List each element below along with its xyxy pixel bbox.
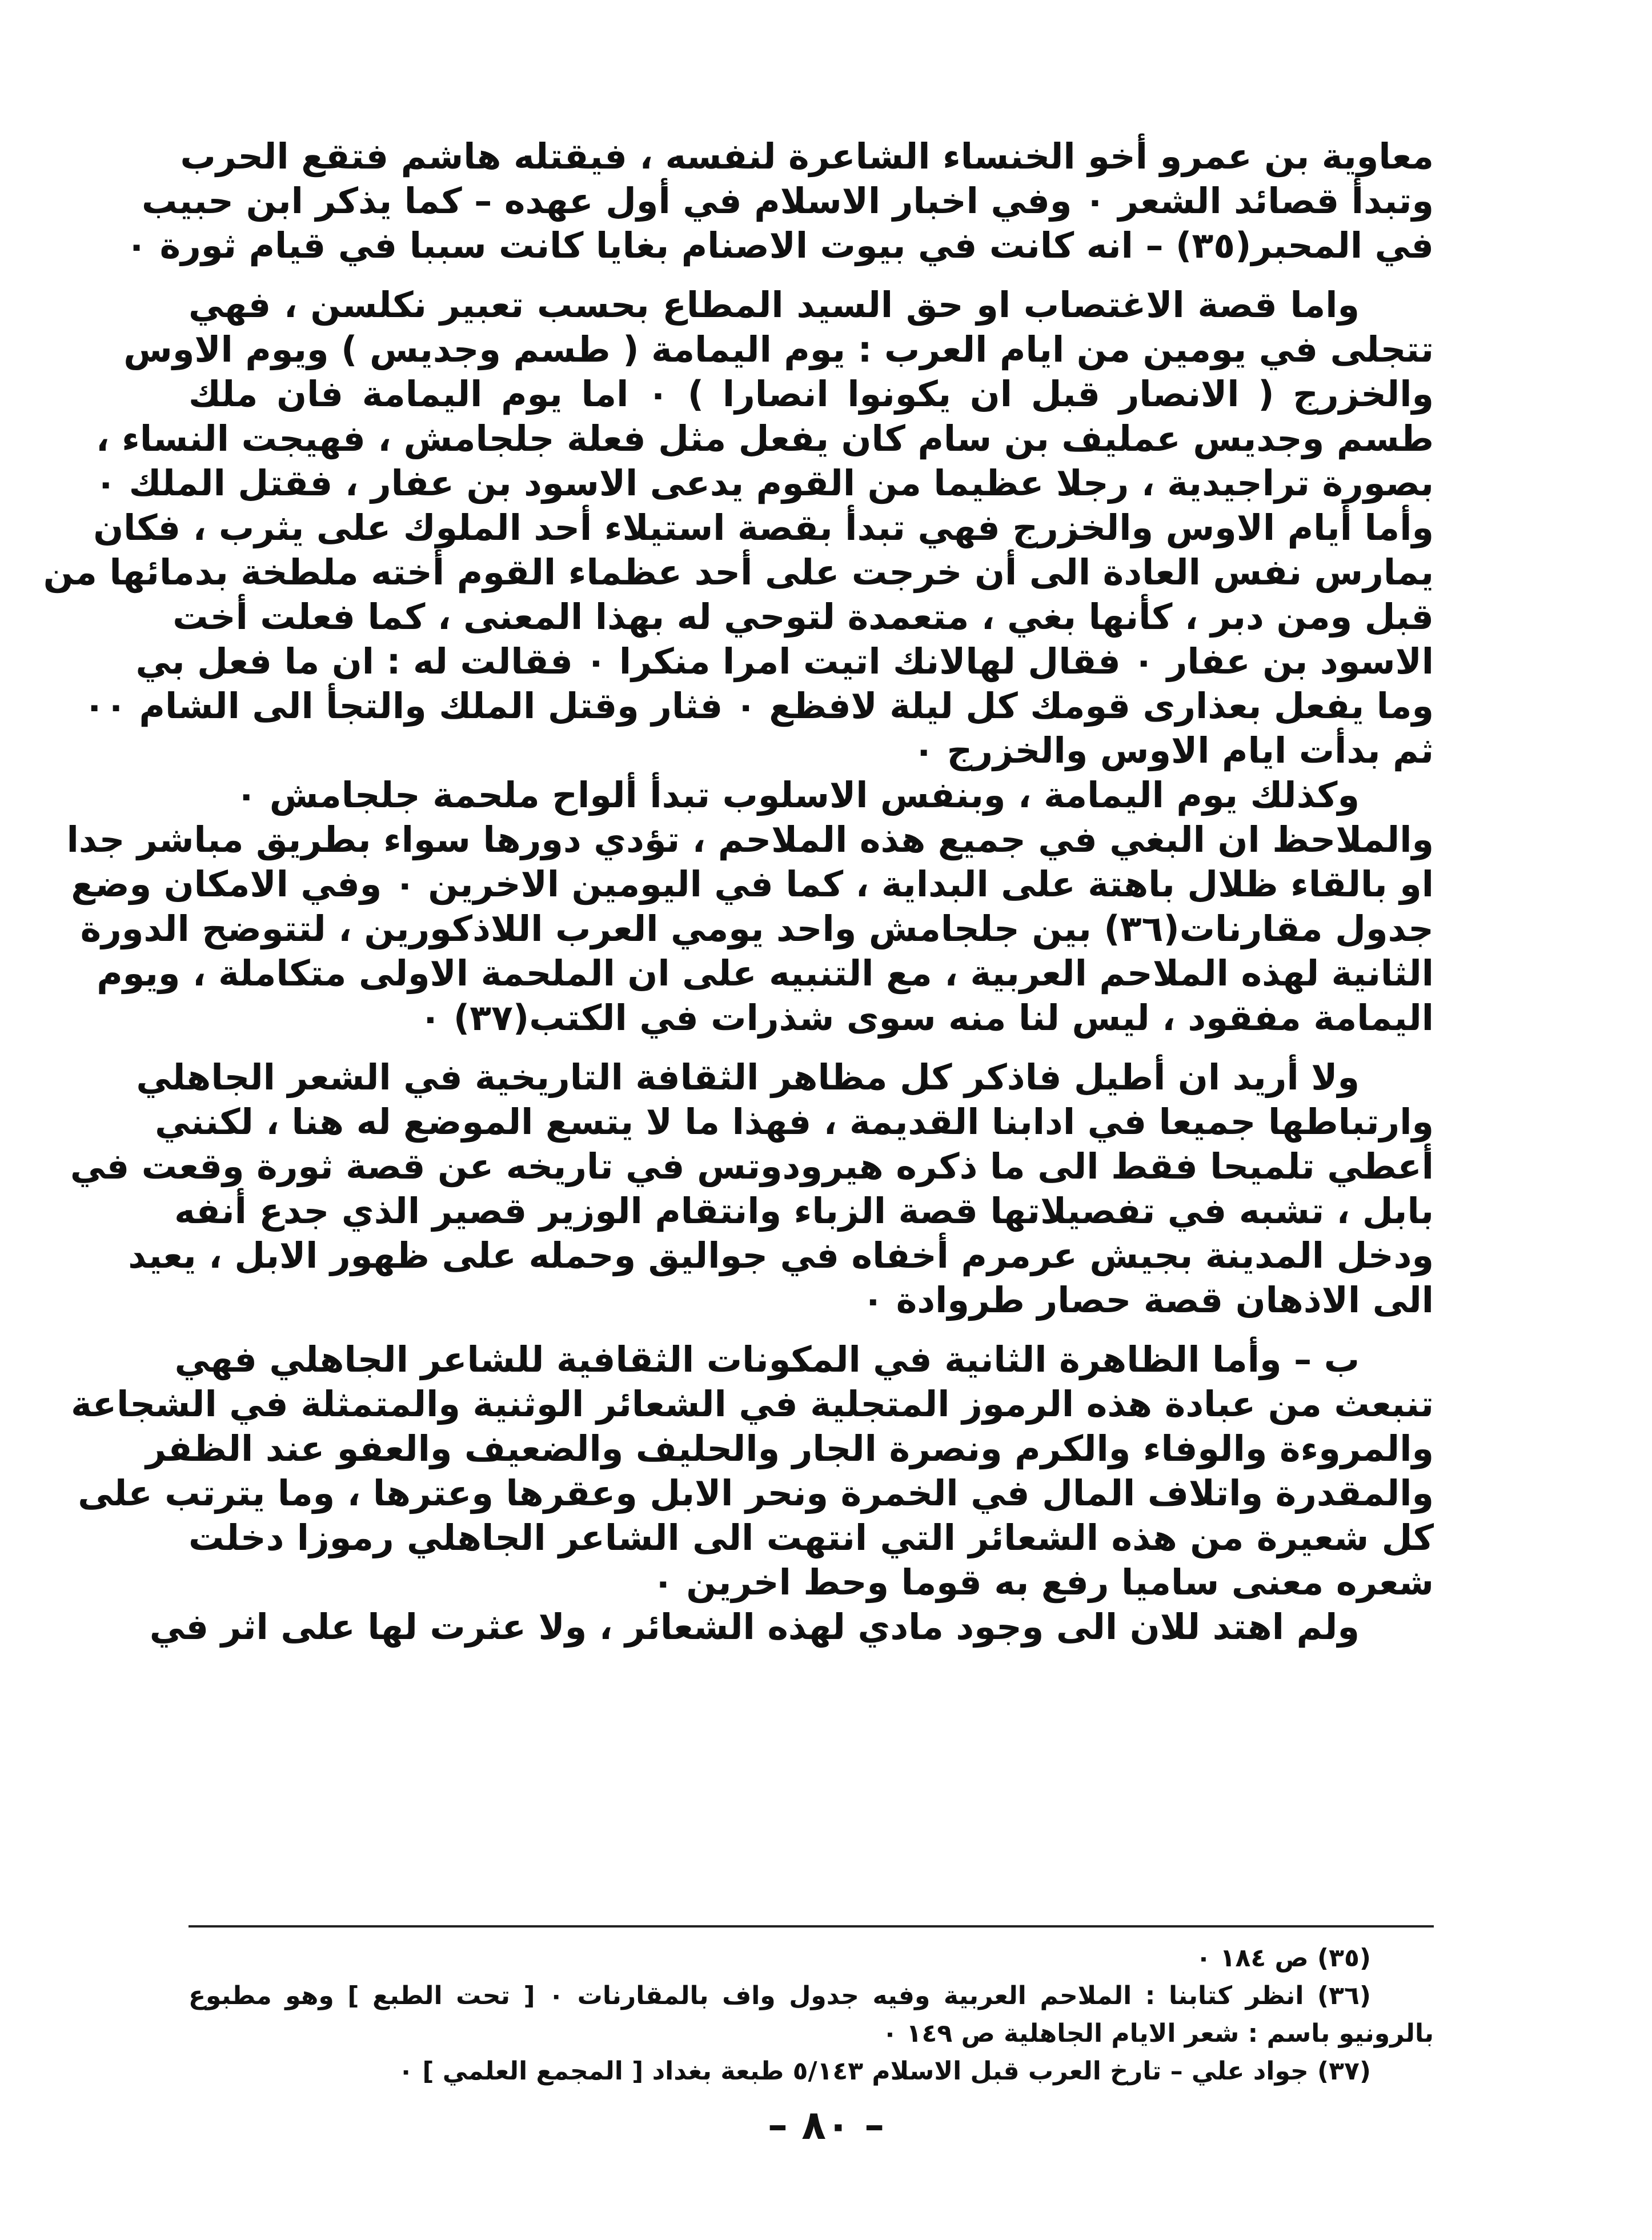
text-line: قبل ومن دبر ، كأنها بغي ، متعمدة لتوحي له بهذا المعنى ، كما فعلت أخت <box>173 596 1434 638</box>
text-line: أعطي تلميحا فقط الى ما ذكره هيرودوتس في تاريخه عن قصة ثورة وقعت في <box>70 1145 1434 1187</box>
text-line: وارتباطها جميعا في ادابنا القديمة ، فهذا ما لا يتسع الموضع له هنا ، لكنني <box>155 1101 1434 1143</box>
text-line: كل شعيرة من هذه الشعائر التي انتهت الى الشاعر الجاهلي رموزا دخلت <box>189 1517 1434 1558</box>
text-line: الاسود بن عفار ٠ فقال لهالانك اتيت امرا منكرا ٠ فقالت له : ان ما فعل بي <box>135 640 1434 682</box>
paragraph-3 <box>66 773 1434 1040</box>
paragraph-4 <box>70 1055 1434 1323</box>
text-line: بصورة تراجيدية ، رجلا عظيما من القوم يدعى الاسود بن عفار ، فقتل الملك ٠ <box>95 462 1434 504</box>
page-number: – ٨٠ – <box>767 2102 885 2149</box>
footnote-36: (٣٦) انظر كتابنا : الملاحم العربية وفيه جدول واف بالمقارنات ٠ [ تحت الطبع ] وهو مطبوع <box>189 1981 1371 2010</box>
paragraph-2 <box>43 283 1434 773</box>
text-line: بابل ، تشبه في تفصيلاتها قصة الزباء وانتقام الوزير قصير الذي جدع أنفه <box>174 1190 1434 1232</box>
text-line: ولم اهتد للان الى وجود مادي لهذه الشعائر ، ولا عثرت لها على اثر في <box>149 1606 1360 1648</box>
text-line: الثانية لهذه الملاحم العربية ، مع التنبيه على ان الملحمة الاولى متكاملة ، ويوم <box>97 952 1434 994</box>
text-line: ولا أريد ان أطيل فاذكر كل مظاهر الثقافة التاريخية في الشعر الجاهلي <box>136 1056 1360 1098</box>
text-line: ثم بدأت ايام الاوس والخزرج ٠ <box>913 730 1434 771</box>
body-text <box>43 134 1434 1649</box>
text-line: تتجلى في يومين من ايام العرب : يوم اليمامة ( طسم وجديس ) ويوم الاوس <box>123 328 1434 370</box>
text-line: شعره معنى ساميا رفع به قوما وحط اخرين ٠ <box>652 1561 1434 1603</box>
text-line: والمقدرة واتلاف المال في الخمرة ونحر الابل وعقرها وعترها ، وما يترتب على <box>78 1472 1434 1514</box>
footnote-divider <box>189 1925 1434 1928</box>
text-line: في المحبر(٣٥) – انه كانت في بيوت الاصنام بغايا كانت سببا في قيام ثورة ٠ <box>126 225 1434 266</box>
text-line: تنبعث من عبادة هذه الرموز المتجلية في الشعائر الوثنية والمتمثلة في الشجاعة <box>71 1383 1434 1425</box>
footnote-35: (٣٥) ص ١٨٤ ٠ <box>1196 1944 1371 1973</box>
text-line: وما يفعل بعذارى قومك كل ليلة لافظع ٠ فثار وقتل الملك والتجأ الى الشام ٠٠ <box>83 685 1434 727</box>
paragraph-5 <box>71 1337 1434 1605</box>
text-line: معاوية بن عمرو أخو الخنساء الشاعرة لنفسه ، فيقتله هاشم فتقع الحرب <box>180 135 1434 177</box>
footnote-36-continued: بالرونيو باسم : شعر الايام الجاهلية ص ١٤٩ ٠ <box>882 2019 1434 2048</box>
paragraph-1 <box>126 134 1434 268</box>
text-line: وأما أيام الاوس والخزرج فهي تبدأ بقصة استيلاء أحد الملوك على يثرب ، فكان <box>93 507 1434 548</box>
text-line: اليمامة مفقود ، ليس لنا منه سوى شذرات في الكتب(٣٧) ٠ <box>419 997 1434 1039</box>
text-line: يمارس نفس العادة الى أن خرجت على أحد عظماء القوم أخته ملطخة بدمائها من <box>43 551 1434 593</box>
text-line: ودخل المدينة بجيش عرمرم أخفاه في جواليق وحمله على ظهور الابل ، يعيد <box>128 1235 1434 1276</box>
text-line: او بالقاء ظلال باهتة على البداية ، كما في اليومين الاخرين ٠ وفي الامكان وضع <box>71 863 1434 905</box>
text-line: وكذلك يوم اليمامة ، وبنفس الاسلوب تبدأ ألواح ملحمة جلجامش ٠ <box>235 774 1360 816</box>
text-line: واما قصة الاغتصاب او حق السيد المطاع بحسب تعبير نكلسن ، فهي <box>189 284 1360 326</box>
paragraph-6 <box>149 1605 1434 1649</box>
text-line: والمروءة والوفاء والكرم ونصرة الجار والحليف والضعيف والعفو عند الظفر <box>146 1428 1434 1469</box>
footnotes <box>189 1940 1434 2090</box>
text-line: والخزرج ( الانصار قبل ان يكونوا انصارا ) ٠ اما يوم اليمامة فان ملك <box>189 373 1434 415</box>
text-line: والملاحظ ان البغي في جميع هذه الملاحم ، تؤدي دورها سواء بطريق مباشر جدا <box>66 819 1434 860</box>
text-line: وتبدأ قصائد الشعر ٠ وفي اخبار الاسلام في أول عهده – كما يذكر ابن حبيب <box>142 180 1434 222</box>
footnote-37: (٣٧) جواد علي – تارخ العرب قبل الاسلام ٥/١٤٣ طبعة بغداد [ المجمع العلمي ] ٠ <box>398 2057 1371 2086</box>
text-line: الى الاذهان قصة حصار طروادة ٠ <box>862 1279 1434 1321</box>
text-line: جدول مقارنات(٣٦) بين جلجامش واحد يومي العرب اللاذكورين ، لتتوضح الدورة <box>80 908 1434 949</box>
text-line: طسم وجديس عمليف بن سام كان يفعل مثل فعلة جلجامش ، فهيجت النساء ، <box>96 418 1434 459</box>
text-line: ب – وأما الظاهرة الثانية في المكونات الثقافية للشاعر الجاهلي فهي <box>174 1339 1360 1380</box>
